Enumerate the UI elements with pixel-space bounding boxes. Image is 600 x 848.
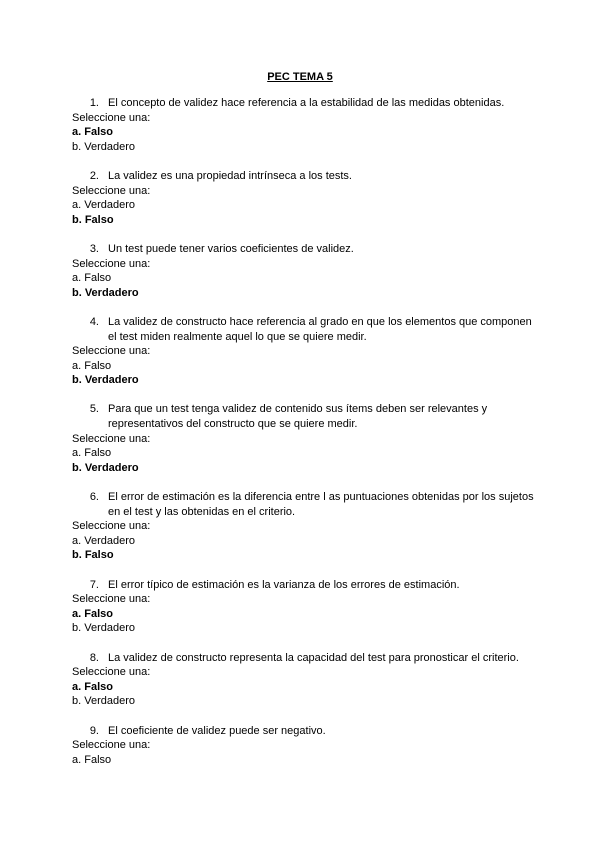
question-text: Un test puede tener varios coeficientes de validez. — [108, 242, 354, 255]
select-prompt: Seleccione una: — [72, 432, 151, 445]
question-number: 2. — [89, 169, 99, 182]
answer-option: b. Verdadero — [72, 140, 135, 153]
question-list — [72, 96, 542, 782]
question-item — [72, 724, 542, 768]
select-prompt: Seleccione una: — [72, 345, 151, 358]
question-text: La validez de constructo representa la capacidad del test para pronosticar el criterio. — [108, 651, 519, 664]
question-item — [72, 96, 542, 154]
question-statement — [72, 651, 542, 666]
question-statement — [72, 96, 542, 111]
answer-option: a. Falso — [72, 272, 112, 285]
question-number: 4. — [89, 315, 99, 328]
question-text: La validez es una propiedad intrínseca a los tests. — [108, 169, 352, 182]
answer-option: a. Verdadero — [72, 199, 135, 212]
answer-option: b. Verdadero — [72, 695, 135, 708]
select-prompt: Seleccione una: — [72, 666, 151, 679]
answer-option: a. Falso — [72, 753, 112, 766]
answer-option-selected: b. Falso — [72, 549, 114, 562]
question-text: El coeficiente de validez puede ser negativo. — [108, 724, 326, 737]
question-text: El error de estimación es la diferencia entre l as puntuaciones obtenidas por los sujetos en el test y las obtenidas en el criterio. — [108, 491, 534, 518]
answer-option: a. Falso — [72, 359, 112, 372]
answer-option-selected: b. Falso — [72, 213, 114, 226]
question-statement — [72, 315, 542, 344]
answer-option: a. Verdadero — [72, 534, 135, 547]
answer-option: a. Falso — [72, 447, 112, 460]
question-item — [72, 490, 542, 563]
question-number: 1. — [89, 97, 99, 109]
question-statement — [72, 402, 542, 431]
select-prompt: Seleccione una: — [72, 593, 151, 606]
select-prompt: Seleccione una: — [72, 520, 151, 533]
question-number: 7. — [89, 578, 99, 591]
document-title: PEC TEMA 5 — [267, 71, 333, 83]
question-text: El concepto de validez hace referencia a la estabilidad de las medidas obtenidas. — [108, 97, 505, 109]
answer-option-selected: a. Falso — [72, 680, 113, 693]
question-item — [72, 651, 542, 709]
question-text: Para que un test tenga validez de contenido sus ítems deben ser relevantes y representativos del constructo que se quiere medir. — [108, 403, 488, 431]
select-prompt: Seleccione una: — [72, 257, 151, 270]
question-text: La validez de constructo hace referencia al grado en que los elementos que componen el test miden realmente aquel lo que se quiere medir. — [108, 315, 532, 343]
answer-option-selected: b. Verdadero — [72, 461, 139, 474]
answer-option: b. Verdadero — [72, 622, 135, 635]
question-number: 6. — [89, 491, 99, 504]
question-item — [72, 578, 542, 636]
select-prompt: Seleccione una: — [72, 184, 151, 197]
answer-option-selected: a. Falso — [72, 126, 113, 139]
question-text: El error típico de estimación es la varianza de los errores de estimación. — [108, 578, 460, 591]
select-prompt: Seleccione una: — [72, 111, 151, 124]
question-item — [72, 315, 542, 388]
answer-option-selected: b. Verdadero — [72, 374, 139, 387]
question-statement — [72, 242, 542, 257]
question-number: 3. — [89, 242, 99, 255]
question-number: 8. — [89, 651, 99, 664]
question-item — [72, 169, 542, 227]
question-statement — [72, 578, 542, 593]
answer-option-selected: b. Verdadero — [72, 286, 139, 299]
question-number: 5. — [89, 403, 99, 416]
question-statement — [72, 490, 542, 519]
question-number: 9. — [89, 724, 99, 737]
question-statement — [72, 724, 542, 739]
question-statement — [72, 169, 542, 184]
answer-option-selected: a. Falso — [72, 607, 113, 620]
question-item — [72, 242, 542, 300]
question-item — [72, 402, 542, 475]
select-prompt: Seleccione una: — [72, 739, 151, 752]
